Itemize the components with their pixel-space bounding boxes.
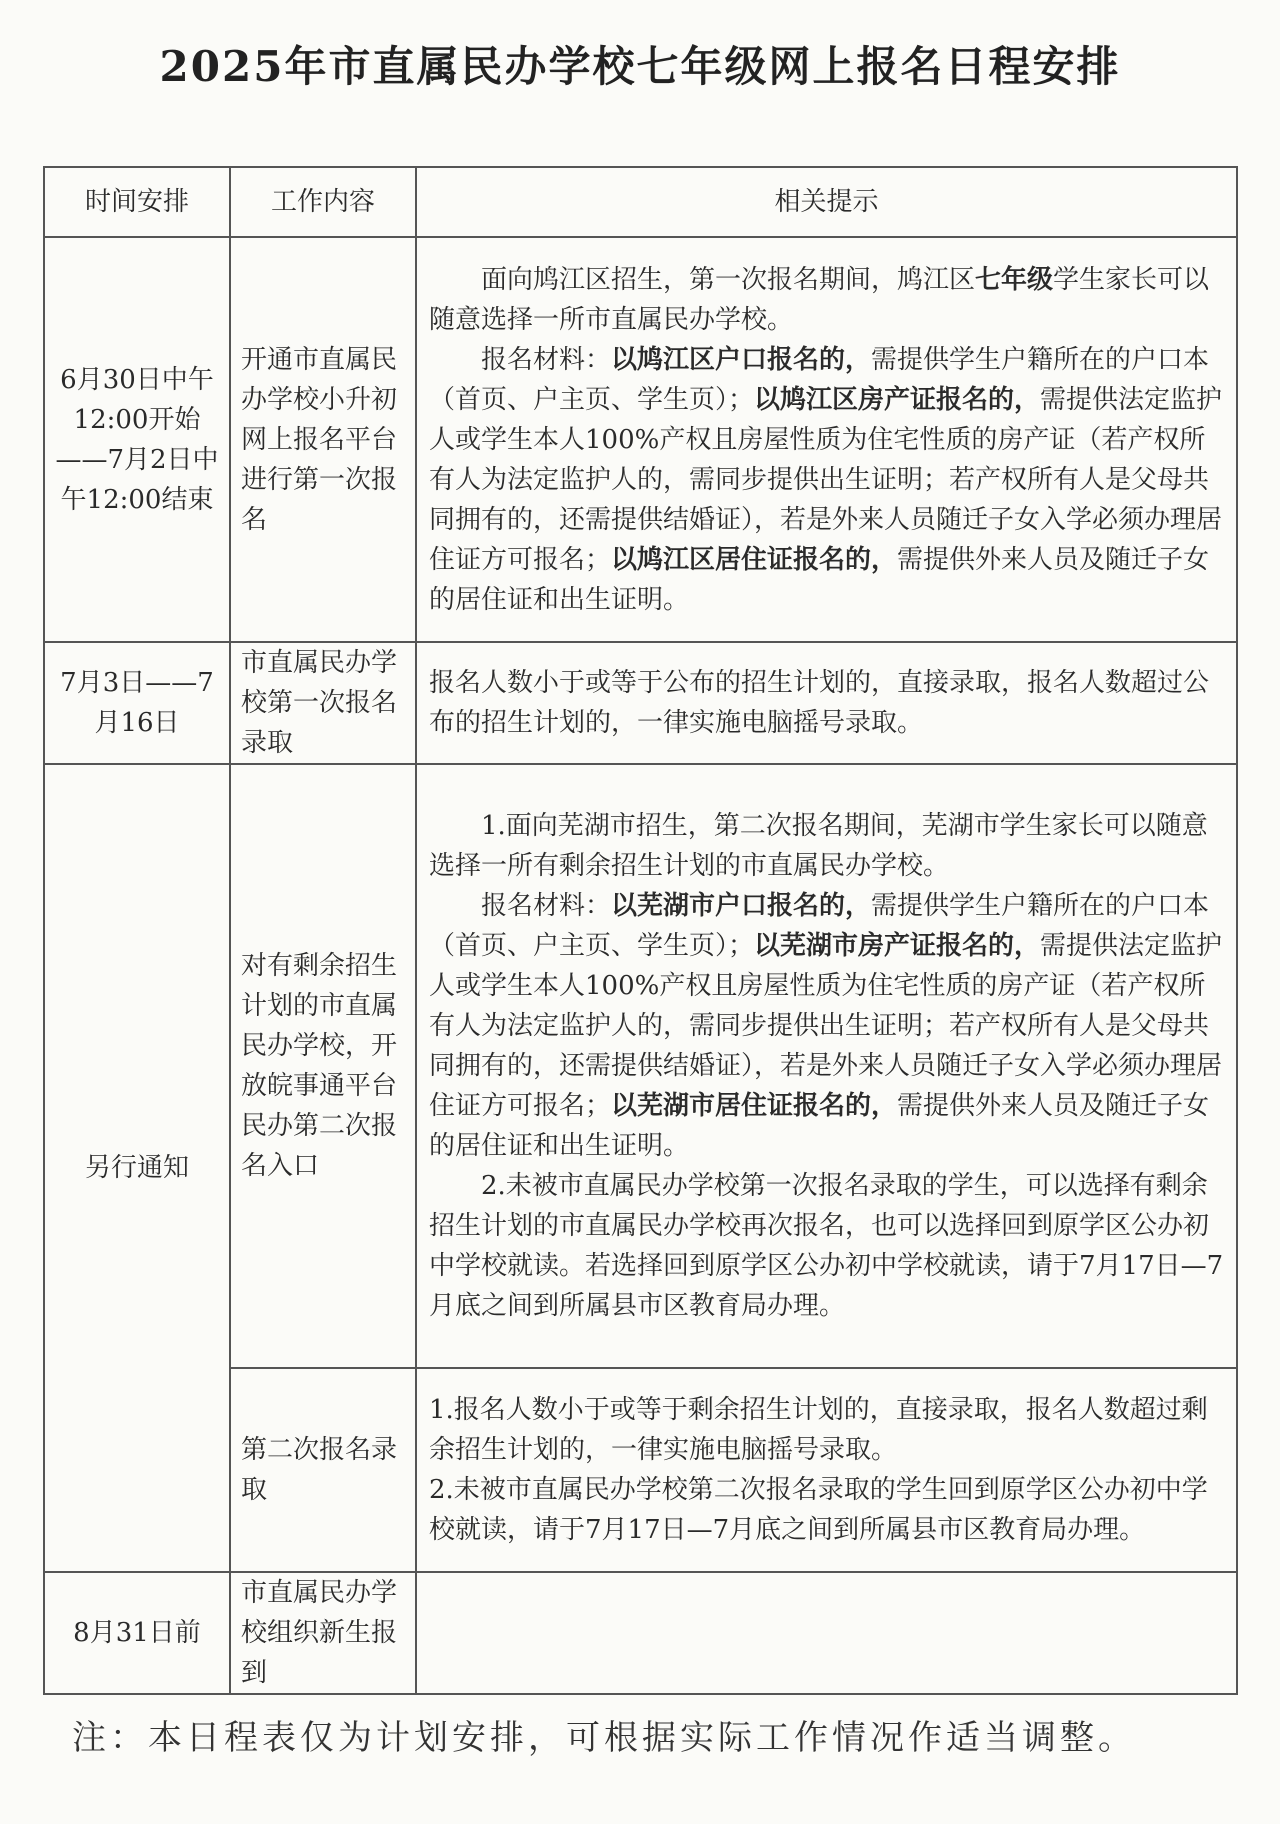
row3-tips-para2: 报名材料：以芜湖市户口报名的，需提供学生户籍所在的户口本（首页、户主页、学生页）；以芜湖市房产证报名的，需提供法定监护人或学生本人100%产权且房屋性质为住宅性质的房产证（若产权所有人为法定监护人的，需同步提供出生证明；若产权所有人是父母共同拥有的，还需提供结婚证），若是外来人员随迁子女入学必须办理居住证方可报名；以芜湖市居住证报名的，需提供外来人员及随迁子女的居住证和出生证明。	[429, 891, 1223, 1161]
row3-tips	[416, 764, 1237, 1368]
header-tips: 相关提示	[416, 167, 1237, 237]
row4-tips-para2: 2.未被市直属民办学校第二次报名录取的学生回到原学区公办初中学校就读，请于7月17日—7月底之间到所属县市区教育局办理。	[429, 1475, 1208, 1545]
table-row	[44, 764, 1237, 1368]
row4-work: 第二次报名录取	[230, 1368, 416, 1572]
footnote: 注：本日程表仅为计划安排，可根据实际工作情况作适当调整。	[72, 1718, 1136, 1758]
row3-tips-para1: 1.面向芜湖市招生，第二次报名期间，芜湖市学生家长可以随意选择一所有剩余招生计划的市直属民办学校。	[429, 811, 1208, 881]
row1-tips-para2: 报名材料：以鸠江区户口报名的，需提供学生户籍所在的户口本（首页、户主页、学生页）；以鸠江区房产证报名的，需提供法定监护人或学生本人100%产权且房屋性质为住宅性质的房产证（若产权所有人为法定监护人的，需同步提供出生证明；若产权所有人是父母共同拥有的，还需提供结婚证），若是外来人员随迁子女入学必须办理居住证方可报名；以鸠江区居住证报名的，需提供外来人员及随迁子女的居住证和出生证明。	[429, 344, 1223, 615]
row1-time: 6月30日中午12:00开始——7月2日中午12:00结束	[44, 237, 230, 642]
row4-tips-para1: 1.报名人数小于或等于剩余招生计划的，直接录取，报名人数超过剩余招生计划的，一律实施电脑摇号录取。	[429, 1395, 1208, 1465]
table-header-row	[44, 167, 1237, 237]
header-time: 时间安排	[44, 167, 230, 237]
table-row	[44, 642, 1237, 764]
row2-time: 7月3日——7月16日	[44, 642, 230, 764]
row1-tips	[416, 237, 1237, 642]
header-work: 工作内容	[230, 167, 416, 237]
table-row	[44, 1572, 1237, 1694]
table-row	[44, 237, 1237, 642]
row3-tips-para3: 2.未被市直属民办学校第一次报名录取的学生，可以选择有剩余招生计划的市直属民办学校再次报名，也可以选择回到原学区公办初中学校就读。若选择回到原学区公办初中学校就读，请于7月17日—7月底之间到所属县市区教育局办理。	[429, 1171, 1224, 1321]
row1-tips-para1: 面向鸠江区招生，第一次报名期间，鸠江区七年级学生家长可以随意选择一所市直属民办学校。	[429, 264, 1210, 335]
row4-tips	[416, 1368, 1237, 1572]
row5-tips	[416, 1572, 1237, 1694]
row2-work: 市直属民办学校第一次报名录取	[230, 642, 416, 764]
row3-work: 对有剩余招生计划的市直属民办学校，开放皖事通平台民办第二次报名入口	[230, 764, 416, 1368]
row1-work: 开通市直属民办学校小升初网上报名平台进行第一次报名	[230, 237, 416, 642]
row3-time: 另行通知	[44, 764, 230, 1572]
document-title: 2025年市直属民办学校七年级网上报名日程安排	[159, 42, 1121, 91]
row5-time: 8月31日前	[44, 1572, 230, 1694]
row2-tips: 报名人数小于或等于公布的招生计划的，直接录取，报名人数超过公布的招生计划的，一律实施电脑摇号录取。	[416, 642, 1237, 764]
row5-work: 市直属民办学校组织新生报到	[230, 1572, 416, 1694]
schedule-table	[43, 166, 1238, 1695]
